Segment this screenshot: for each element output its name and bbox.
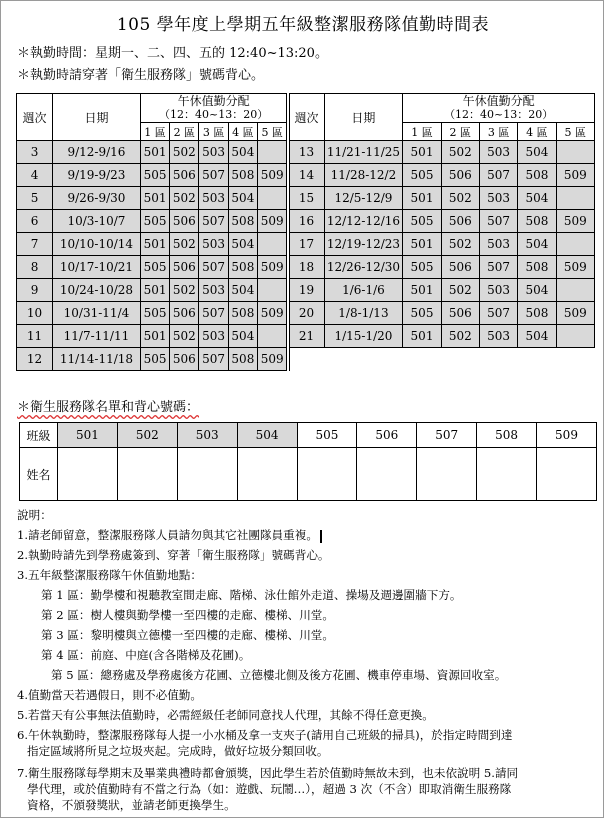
date-header-right: 日期 xyxy=(324,94,403,141)
zone-1-desc: 第 1 區：勤學樓和視聽教室間走廊、階梯、泳仕館外走道、操場及週邊圍牆下方。 xyxy=(41,588,462,602)
zone-cell: 505 xyxy=(140,348,169,371)
zone-cell: 506 xyxy=(441,302,479,325)
zone-cell: 509 xyxy=(258,348,287,371)
week-cell: 20 xyxy=(289,302,324,325)
week-header-left: 週次 xyxy=(17,94,53,141)
class-label: 班級 xyxy=(20,423,58,448)
schedule-row xyxy=(17,141,595,164)
zone-cell: 503 xyxy=(199,325,228,348)
empty-cell xyxy=(441,348,479,371)
schedule-row xyxy=(17,325,595,348)
schedule-table xyxy=(16,93,595,371)
week-cell: 16 xyxy=(289,210,324,233)
notes-section xyxy=(17,505,597,813)
assignment-time: （12：40~13：20） xyxy=(444,108,554,121)
zone-cell: 502 xyxy=(441,141,479,164)
zone-cell: 506 xyxy=(170,348,199,371)
zone-cell: 501 xyxy=(403,279,441,302)
assignment-time: （12：40~13：20） xyxy=(159,108,269,121)
date-cell: 12/19-12/23 xyxy=(324,233,403,256)
name-cell[interactable] xyxy=(537,448,597,501)
zone-cell: 504 xyxy=(228,325,257,348)
week-cell: 11 xyxy=(17,325,53,348)
zone-header: 3 區 xyxy=(199,123,228,141)
zone-header: 2 區 xyxy=(170,123,199,141)
zone-cell: 507 xyxy=(479,164,517,187)
roster-heading: ＊衛生服務隊名單和背心號碼： xyxy=(17,400,200,415)
schedule-row xyxy=(17,302,595,325)
zone-cell: 505 xyxy=(403,302,441,325)
date-cell: 1/15-1/20 xyxy=(324,325,403,348)
zone-cell: 504 xyxy=(518,279,556,302)
zone-cell: 501 xyxy=(140,141,169,164)
class-number-cell: 505 xyxy=(297,423,357,448)
zone-cell: 503 xyxy=(199,279,228,302)
zone-cell: 504 xyxy=(518,233,556,256)
zone-cell xyxy=(556,141,594,164)
zone-cell xyxy=(556,325,594,348)
zone-cell: 508 xyxy=(518,210,556,233)
zone-header: 5 區 xyxy=(258,123,287,141)
zone-header: 5 區 xyxy=(556,123,594,141)
zone-cell: 503 xyxy=(199,141,228,164)
assignment-header-right xyxy=(403,94,595,123)
note-6 xyxy=(17,727,597,759)
zone-cell xyxy=(258,187,287,210)
date-cell: 12/12-12/16 xyxy=(324,210,403,233)
date-cell: 1/8-1/13 xyxy=(324,302,403,325)
week-cell: 14 xyxy=(289,164,324,187)
empty-cell xyxy=(479,348,517,371)
zone-cell: 509 xyxy=(556,164,594,187)
zone-cell: 509 xyxy=(556,210,594,233)
zone-cell: 505 xyxy=(140,210,169,233)
zone-cell: 508 xyxy=(518,256,556,279)
note-2: 2.執勤時請先到學務處簽到、穿著「衛生服務隊」號碼背心。 xyxy=(17,548,330,562)
week-cell: 9 xyxy=(17,279,53,302)
note-7-line-1: 7.衛生服務隊每學期末及畢業典禮時都會頒獎，因此學生若於值勤時無故未到，也未依說明 5.請同 xyxy=(17,766,519,780)
name-label: 姓名 xyxy=(20,448,58,501)
zone-cell: 508 xyxy=(228,302,257,325)
zone-cell: 501 xyxy=(140,325,169,348)
zone-cell: 501 xyxy=(403,187,441,210)
schedule-row xyxy=(17,210,595,233)
schedule-row xyxy=(17,279,595,302)
date-cell: 10/31-11/4 xyxy=(53,302,141,325)
zone-cell: 505 xyxy=(403,256,441,279)
zone-cell: 507 xyxy=(479,210,517,233)
zone-header: 1 區 xyxy=(403,123,441,141)
week-cell: 4 xyxy=(17,164,53,187)
zone-cell: 504 xyxy=(518,187,556,210)
class-number-cell: 503 xyxy=(177,423,237,448)
zone-cell: 508 xyxy=(518,302,556,325)
zone-cell: 506 xyxy=(170,210,199,233)
class-number-cell: 507 xyxy=(417,423,477,448)
vest-line: ＊執勤時請穿著「衛生服務隊」號碼背心。 xyxy=(17,68,265,83)
zone-cell: 503 xyxy=(479,233,517,256)
date-cell: 9/26-9/30 xyxy=(53,187,141,210)
zone-3-desc: 第 3 區：黎明樓與立德樓一至四樓的走廊、樓梯、川堂。 xyxy=(41,628,334,642)
zone-4-desc: 第 4 區：前庭、中庭(含各階梯及花圃)。 xyxy=(41,648,251,662)
date-cell: 12/26-12/30 xyxy=(324,256,403,279)
zone-cell: 501 xyxy=(140,187,169,210)
date-cell: 12/5-12/9 xyxy=(324,187,403,210)
week-cell: 7 xyxy=(17,233,53,256)
zone-cell xyxy=(556,187,594,210)
zone-cell: 507 xyxy=(199,164,228,187)
date-cell: 10/24-10/28 xyxy=(53,279,141,302)
schedule-row xyxy=(17,348,595,371)
zone-2-desc: 第 2 區：樹人樓與勤學樓一至四樓的走廊、樓梯、川堂。 xyxy=(41,608,334,622)
note-6-line-2: 指定區域將所見之垃圾夾起。完成時，做好垃圾分類回收。 xyxy=(27,744,329,758)
zone-header: 3 區 xyxy=(479,123,517,141)
date-cell: 11/21-11/25 xyxy=(324,141,403,164)
zone-cell: 502 xyxy=(170,279,199,302)
zone-cell: 502 xyxy=(441,279,479,302)
date-cell: 10/10-10/14 xyxy=(53,233,141,256)
empty-cell xyxy=(289,348,324,371)
zone-header: 2 區 xyxy=(441,123,479,141)
zone-cell: 504 xyxy=(228,279,257,302)
schedule-row xyxy=(17,256,595,279)
name-cell[interactable] xyxy=(357,448,417,501)
zone-cell xyxy=(258,233,287,256)
date-cell: 10/17-10/21 xyxy=(53,256,141,279)
zone-header: 1 區 xyxy=(140,123,169,141)
schedule-row xyxy=(17,187,595,210)
schedule-row xyxy=(17,233,595,256)
week-cell: 3 xyxy=(17,141,53,164)
week-cell: 13 xyxy=(289,141,324,164)
week-header-right: 週次 xyxy=(289,94,324,141)
empty-cell xyxy=(403,348,441,371)
zone-cell: 505 xyxy=(403,164,441,187)
date-cell: 9/12-9/16 xyxy=(53,141,141,164)
zone-cell xyxy=(258,325,287,348)
date-cell: 10/3-10/7 xyxy=(53,210,141,233)
zone-cell: 508 xyxy=(228,164,257,187)
name-cell[interactable] xyxy=(117,448,177,501)
zone-cell: 505 xyxy=(140,164,169,187)
zone-cell: 502 xyxy=(170,325,199,348)
zone-cell: 506 xyxy=(170,164,199,187)
duty-time-line: ＊執勤時間：星期一、二、四、五的 12:40~13:20。 xyxy=(17,46,328,61)
zone-cell: 502 xyxy=(170,187,199,210)
zone-cell: 502 xyxy=(441,325,479,348)
page-title: 105 學年度上學期五年級整潔服務隊值勤時間表 xyxy=(116,15,490,35)
zone-cell: 508 xyxy=(518,164,556,187)
zone-cell: 505 xyxy=(403,210,441,233)
zone-cell: 506 xyxy=(170,302,199,325)
name-cell[interactable] xyxy=(237,448,297,501)
zone-cell: 509 xyxy=(258,164,287,187)
zone-cell: 503 xyxy=(199,187,228,210)
zone-header: 4 區 xyxy=(228,123,257,141)
zone-cell: 507 xyxy=(199,210,228,233)
zone-cell: 509 xyxy=(556,256,594,279)
week-cell: 19 xyxy=(289,279,324,302)
empty-cell xyxy=(324,348,403,371)
zone-cell: 502 xyxy=(170,141,199,164)
zone-cell xyxy=(258,141,287,164)
zone-cell: 504 xyxy=(518,325,556,348)
date-cell: 9/19-9/23 xyxy=(53,164,141,187)
zone-cell: 501 xyxy=(403,141,441,164)
week-cell: 15 xyxy=(289,187,324,210)
schedule-row xyxy=(17,164,595,187)
note-6-line-1: 6.午休執勤時，整潔服務隊每人提一小水桶及拿一支夾子(請用自己班級的掃具)，於指定時間到達 xyxy=(17,728,513,742)
zone-cell: 501 xyxy=(403,233,441,256)
zone-cell: 502 xyxy=(441,187,479,210)
note-1 xyxy=(17,525,597,545)
zone-cell: 509 xyxy=(258,302,287,325)
zone-cell: 507 xyxy=(199,348,228,371)
empty-cell xyxy=(518,348,556,371)
name-cell[interactable] xyxy=(417,448,477,501)
zone-cell: 507 xyxy=(479,302,517,325)
zone-cell: 505 xyxy=(140,302,169,325)
zone-cell: 503 xyxy=(479,325,517,348)
zone-cell: 507 xyxy=(199,302,228,325)
zone-cell: 503 xyxy=(479,187,517,210)
week-cell: 8 xyxy=(17,256,53,279)
zone-cell: 509 xyxy=(258,210,287,233)
assignment-title: 午休值勤分配 xyxy=(462,94,535,108)
zone-cell: 506 xyxy=(170,256,199,279)
zone-cell: 504 xyxy=(228,233,257,256)
class-number-cell: 509 xyxy=(537,423,597,448)
class-number-cell: 502 xyxy=(117,423,177,448)
week-cell: 18 xyxy=(289,256,324,279)
zone-cell: 501 xyxy=(140,233,169,256)
zone-cell: 505 xyxy=(140,256,169,279)
zone-cell: 509 xyxy=(258,256,287,279)
empty-cell xyxy=(556,348,594,371)
zone-cell: 502 xyxy=(170,233,199,256)
week-cell: 6 xyxy=(17,210,53,233)
note-1-text: 1.請老師留意，整潔服務隊人員請勿與其它社團隊員重複。 xyxy=(17,528,318,542)
date-cell: 1/6-1/6 xyxy=(324,279,403,302)
date-cell: 11/14-11/18 xyxy=(53,348,141,371)
text-cursor xyxy=(320,530,322,543)
name-cell[interactable] xyxy=(177,448,237,501)
week-cell: 21 xyxy=(289,325,324,348)
zone-cell xyxy=(258,279,287,302)
zone-cell: 506 xyxy=(441,256,479,279)
date-header-left: 日期 xyxy=(53,94,141,141)
note-7-line-3: 資格，不頒發獎狀，並請老師更換學生。 xyxy=(27,798,236,812)
zone-cell: 501 xyxy=(403,325,441,348)
zone-cell xyxy=(556,233,594,256)
week-cell: 12 xyxy=(17,348,53,371)
assignment-title: 午休值勤分配 xyxy=(177,94,250,108)
class-number-cell: 508 xyxy=(477,423,537,448)
zone-cell: 508 xyxy=(228,348,257,371)
note-5: 5.若當天有公事無法值勤時，必需經級任老師同意找人代理，其餘不得任意更換。 xyxy=(17,708,434,722)
zone-5-desc: 第 5 區：總務處及學務處後方花圃、立德樓北側及後方花圃、機車停車場、資源回收室。 xyxy=(51,668,507,682)
zone-cell: 509 xyxy=(556,302,594,325)
zone-cell: 504 xyxy=(228,141,257,164)
name-cell[interactable] xyxy=(58,448,118,501)
week-cell: 5 xyxy=(17,187,53,210)
name-cell[interactable] xyxy=(477,448,537,501)
note-7-line-2: 學代理，或於值勤時有不當之行為（如：遊戲、玩鬧…），超過 3 次（不含）即取消衛生服務隊 xyxy=(27,782,512,796)
zone-header: 4 區 xyxy=(518,123,556,141)
zone-cell: 508 xyxy=(228,210,257,233)
zone-cell: 503 xyxy=(479,279,517,302)
notes-heading: 說明： xyxy=(17,508,52,522)
date-cell: 11/28-12/2 xyxy=(324,164,403,187)
week-cell: 10 xyxy=(17,302,53,325)
week-cell: 17 xyxy=(289,233,324,256)
note-4: 4.值勤當天若遇假日，則不必值勤。 xyxy=(17,688,202,702)
zone-cell: 503 xyxy=(479,141,517,164)
zone-cell: 504 xyxy=(228,187,257,210)
name-cell[interactable] xyxy=(297,448,357,501)
note-7 xyxy=(17,765,597,813)
zone-cell: 506 xyxy=(441,210,479,233)
zone-cell: 504 xyxy=(518,141,556,164)
zone-cell: 501 xyxy=(140,279,169,302)
zone-cell: 502 xyxy=(441,233,479,256)
assignment-header-left xyxy=(140,94,286,123)
zone-cell: 508 xyxy=(228,256,257,279)
note-3: 3.五年級整潔服務隊午休值勤地點： xyxy=(17,568,202,582)
zone-cell: 503 xyxy=(199,233,228,256)
class-number-cell: 501 xyxy=(58,423,118,448)
class-number-cell: 504 xyxy=(237,423,297,448)
roster-table xyxy=(19,422,597,501)
zone-cell: 507 xyxy=(479,256,517,279)
zone-cell xyxy=(556,279,594,302)
class-number-cell: 506 xyxy=(357,423,417,448)
date-cell: 11/7-11/11 xyxy=(53,325,141,348)
zone-cell: 506 xyxy=(441,164,479,187)
zone-cell: 507 xyxy=(199,256,228,279)
